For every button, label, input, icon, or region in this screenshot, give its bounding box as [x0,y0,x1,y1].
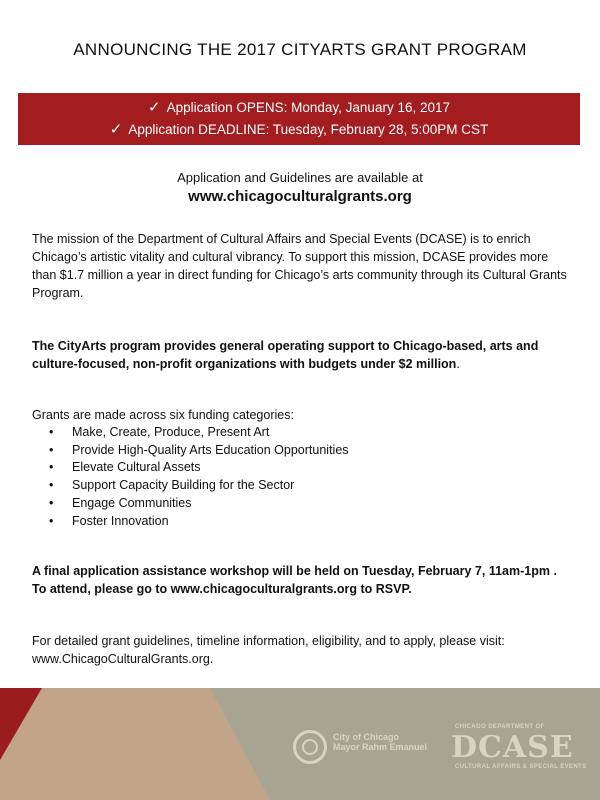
list-item: • Engage Communities [32,495,349,513]
categories-intro: Grants are made across six funding categories: [32,408,294,422]
dcase-top-text: CHICAGO DEPARTMENT OF [455,724,545,730]
dates-banner [18,93,580,145]
program-text: The CityArts program provides general operating support to Chicago-based, arts and culture-focused, non-profit organizations with budgets under $2 million [32,339,539,371]
mayor-name: Mayor Rahm Emanuel [333,742,428,752]
deadline-text: Application DEADLINE: Tuesday, February 28, 5:00PM CST [128,122,489,137]
categories-list [32,424,349,530]
check-icon: ✓ [109,121,123,138]
page-title: ANNOUNCING THE 2017 CITYARTS GRANT PROGRAM [73,40,527,59]
city-seal-icon [293,730,327,764]
dcase-logo: DCASE [451,730,574,765]
list-item: • Support Capacity Building for the Sector [32,477,349,495]
program-period: . [456,357,460,371]
opens-line [18,98,580,116]
list-item: • Foster Innovation [32,513,349,531]
dcase-bottom-text: CULTURAL AFFAIRS & SPECIAL EVENTS [455,764,587,770]
check-icon: ✓ [148,99,161,116]
workshop-paragraph: A final application assistance workshop will be held on Tuesday, February 7, 11am-1pm . To attend, please go to www.chicagoculturalgrants.org to RSVP. [32,564,557,596]
opens-text: Application OPENS: Monday, January 16, 2017 [166,100,450,115]
city-name: City of Chicago [333,732,400,742]
list-item: • Make, Create, Produce, Present Art [32,424,349,442]
city-logo-text [333,732,427,752]
program-paragraph [32,337,572,373]
availability-text: Application and Guidelines are available at [177,170,423,185]
list-item: • Provide High-Quality Arts Education Opportunities [32,442,349,460]
mission-paragraph: The mission of the Department of Cultural Affairs and Special Events (DCASE) is to enrich Chicago’s artistic vitality and cultural vibrancy. To support this mission, DCASE provides more than $1.7 million a year in direct funding for Chicago’s arts community through its Cultural Grants Program. [32,232,567,300]
details-paragraph: For detailed grant guidelines, timeline information, eligibility, and to apply, please visit: www.ChicagoCulturalGrants.org. [32,634,505,666]
list-item: • Elevate Cultural Assets [32,459,349,477]
availability-block [0,170,600,205]
deadline-line [18,120,580,138]
website-link[interactable]: www.chicagoculturalgrants.org [188,188,412,205]
